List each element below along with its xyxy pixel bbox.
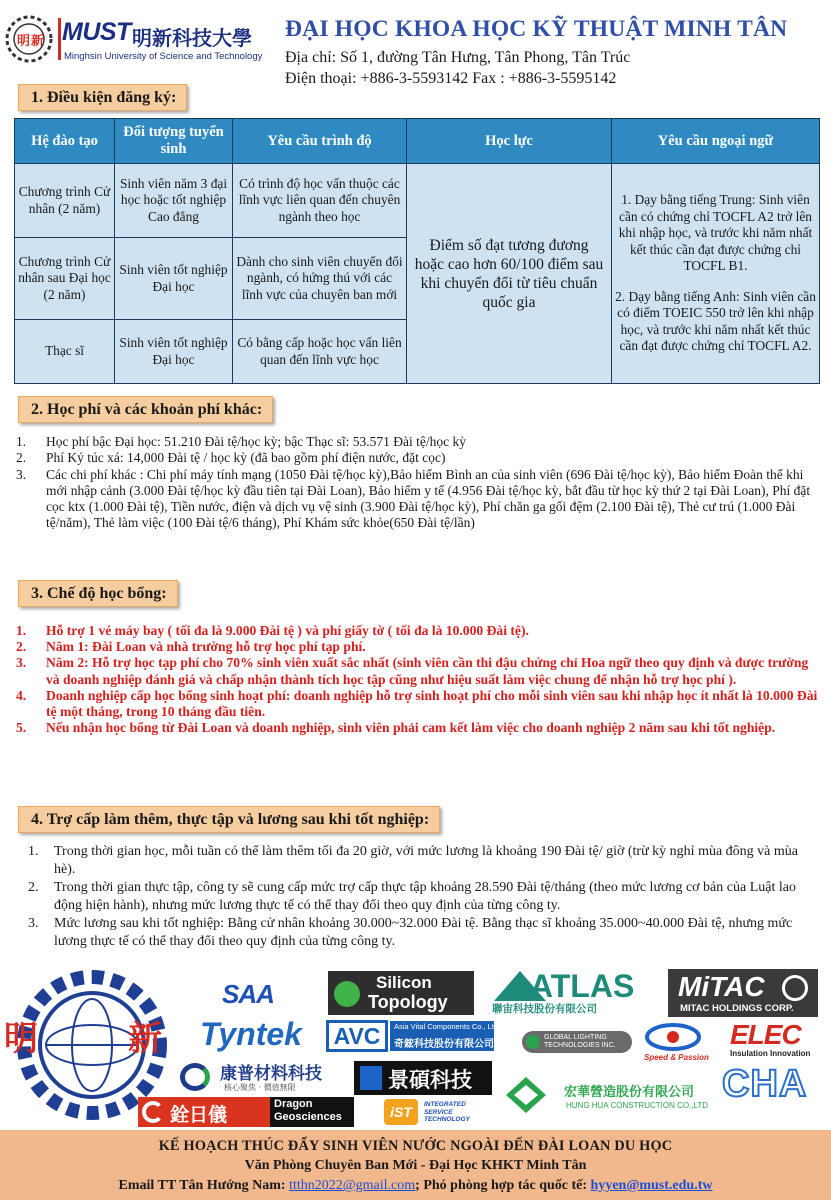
list-item: 3. Năm 2: Hỗ trợ học tạp phí cho 70% sinh viên xuất sắc nhất (sinh viên cần thi đậu chứng chỉ Hoa ngữ theo quy định và được trường và doanh nghiệp đánh giá và chấp nhận thành tích học tập cũng như hiệu suất làm việc chung để nhận hỗ trợ học phí ).	[16, 655, 809, 687]
list-item: 4. Doanh nghiệp cấp học bổng sinh hoạt phí: doanh nghiệp hỗ trợ sinh hoạt phí cho mỗi sinh viên sau khi nhập học ít nhất là 10.000 Đài tệ một tháng, trong 10 tháng đầu tiên.	[16, 687, 818, 720]
speed-passion-logo	[640, 1021, 709, 1069]
ist-subtitle: INTEGRATED SERVICE TECHNOLOGY	[424, 1101, 470, 1123]
tyntek-logo: Tyntek	[200, 1016, 302, 1052]
avc-text: AVC	[326, 1020, 388, 1052]
scholarship-list	[16, 623, 822, 736]
jingshuo-logo	[354, 1061, 492, 1095]
jingshuo-text: 景碩科技	[388, 1068, 472, 1092]
list-item: 3. Mức lương sau khi tốt nghiệp: Bằng cử nhân khoảng 30.000~32.000 Đài tệ. Bằng thạc sĩ khoảng 35.000~40.000 Đài tệ, nhưng mức lương thực tế có thể thay đổi theo quy định của từng công ty.	[28, 916, 793, 949]
section-2-title: 2. Học phí và các khoản phí khác:	[18, 396, 273, 423]
elec-text: ELEC	[730, 1019, 801, 1050]
avc-chinese-text: 奇鋐科技股份有限公司	[394, 1039, 494, 1050]
language-chinese-requirement: 1. Dạy bằng tiếng Trung: Sinh viên cần có chứng chỉ TOCFL A2 trở lên khi nhập học, và trước khi năm nhất kết thúc cần đạt được chứng chỉ TOCFL B1.	[618, 192, 813, 274]
table-header-requirement: Yêu cầu trình độ	[233, 119, 407, 164]
table-header-language: Yêu cầu ngoại ngữ	[612, 119, 820, 164]
table-header-program: Hệ đào tạo	[15, 119, 115, 164]
footer-contacts	[0, 1176, 831, 1196]
ist-text: iST	[384, 1099, 418, 1125]
svg-text:新: 新	[31, 34, 45, 49]
table-header-target: Đối tượng tuyển sinh	[115, 119, 233, 164]
table-cell-requirement: Dành cho sinh viên chuyển đổi ngành, có hứng thú với các lĩnh vực của chuyên ban mới	[233, 238, 407, 320]
list-item: 2. Năm 1: Đài Loan và nhà trường hỗ trợ học phí tạp phí.	[16, 639, 366, 655]
work-allowance-list	[28, 843, 822, 951]
table-cell-gpa: Điểm số đạt tương đương hoặc cao hơn 60/100 điểm sau khi chuyển đổi từ tiêu chuẩn quốc gia	[407, 164, 612, 384]
avc-english-text: Asia Vital Components Co., Ltd.	[394, 1022, 501, 1031]
scholarship-item-text: Năm 1: Đài Loan và nhà trường hỗ trợ học phí tạp phí.	[46, 639, 366, 655]
list-item: 1. Hỗ trợ 1 vé máy bay ( tối đa là 9.000 Đài tệ ) và phí giấy tờ ( tối đa là 10.000 Đài tệ).	[16, 623, 529, 638]
fees-list	[16, 434, 822, 532]
table-cell-program: Chương trình Cử nhân (2 năm)	[15, 164, 115, 238]
footer-email-label: Email TT Tân Hướng Nam:	[118, 1178, 290, 1193]
mitac-subtitle: MITAC HOLDINGS CORP.	[680, 1003, 794, 1014]
mitac-logo	[668, 969, 818, 1017]
fee-item-text: Phí Ký túc xá: 14,000 Đài tệ / học kỳ (đã bao gồm phí điện nước, đặt cọc)	[46, 450, 446, 466]
table-row	[15, 164, 820, 238]
table-cell-language	[612, 164, 820, 384]
fee-item-text: Học phí bậc Đại học: 51.210 Đài tệ/học kỳ; bậc Thạc sĩ: 53.571 Đài tệ/học kỳ	[46, 434, 467, 449]
must-logo-text: MUST	[62, 18, 131, 46]
table-header-gpa: Học lực	[407, 119, 612, 164]
elec-logo	[728, 1021, 818, 1061]
logo-char-xin: 新	[128, 1019, 162, 1059]
page-header	[0, 0, 831, 95]
work-item-text: Mức lương sau khi tốt nghiệp: Bằng cử nhân khoảng 30.000~32.000 Đài tệ. Bằng thạc sĩ khoảng 35.000~40.000 Đài tệ, nhưng mức lương thực tế có thể thay đổi theo quy định của từng công ty.	[54, 916, 793, 949]
section-3-title: 3. Chế độ học bổng:	[18, 580, 178, 607]
university-address: Địa chỉ: Số 1, đường Tân Hưng, Tân Phong, Tân Trúc	[285, 49, 631, 66]
atlas-mountain-icon	[490, 967, 650, 1001]
silicon-text: Silicon	[376, 973, 432, 992]
elec-subtitle: Insulation Innovation	[730, 1049, 811, 1058]
speed-passion-text: Speed & Passion	[644, 1053, 709, 1062]
table-cell-program: Chương trình Cử nhân sau Đại học (2 năm)	[15, 238, 115, 320]
dragon-text: Dragon	[274, 1098, 313, 1110]
honghua-diamond-icon	[506, 1077, 546, 1113]
ist-logo	[384, 1097, 494, 1127]
speed-passion-icon	[640, 1021, 706, 1053]
email-link[interactable]: ttthn2022@gmail.com	[289, 1178, 416, 1193]
registration-requirements-table	[14, 118, 820, 384]
table-cell-target: Sinh viên tốt nghiệp Đại học	[115, 238, 233, 320]
partner-logos	[0, 965, 831, 1127]
footer-office: Văn Phòng Chuyên Ban Mới - Đại Học KHKT Minh Tân	[244, 1158, 587, 1173]
logo-char-ming: 明	[4, 1019, 38, 1059]
honghua-chinese-text: 宏華營造股份有限公司	[564, 1085, 695, 1100]
table-cell-target: Sinh viên năm 3 đại học hoặc tốt nghiệp Cao đẳng	[115, 164, 233, 238]
footer-program-title: KẾ HOẠCH THÚC ĐẨY SINH VIÊN NƯỚC NGOÀI ĐẾN ĐÀI LOAN DU HỌC	[158, 1138, 673, 1154]
honghua-logo	[506, 1077, 712, 1117]
svg-text:明: 明	[17, 34, 31, 49]
list-item: 1. Học phí bậc Đại học: 51.210 Đài tệ/học kỳ; bậc Thạc sĩ: 53.571 Đài tệ/học kỳ	[16, 434, 467, 449]
must-logo-subtitle: Minghsin University of Science and Technology	[64, 51, 263, 62]
mitac-text: MiTAC	[678, 971, 765, 1002]
table-cell-requirement: Có bằng cấp hoặc học vấn liên quan đến lĩnh vực học	[233, 320, 407, 384]
section-4-title: 4. Trợ cấp làm thêm, thực tập và lương sau khi tốt nghiệp:	[18, 806, 440, 833]
scholarship-item-text: Hỗ trợ 1 vé máy bay ( tối đa là 9.000 Đài tệ ) và phí giấy tờ ( tối đa là 10.000 Đài tệ).	[46, 623, 529, 638]
kangpu-text: 康普材料科技	[220, 1064, 322, 1084]
must-logo-chinese: 明新科技大學	[132, 26, 252, 50]
cha-logo: CHA	[722, 1063, 808, 1105]
work-item-text: Trong thời gian thực tập, công ty sẽ cung cấp mức trợ cấp thực tập khoảng 28.590 Đài tệ/tháng (theo mức lương cơ bản của Luật lao động hiện hành), nhưng mức lương thực tế có thể thay đổi theo quy định của từng công ty.	[54, 880, 796, 913]
dragon-logo	[138, 1097, 354, 1127]
svg-text:ATLAS: ATLAS	[530, 968, 635, 1001]
quanriyi-text: 銓日儀	[170, 1104, 228, 1126]
global-lighting-logo	[522, 1031, 632, 1053]
saa-logo: SAA	[222, 979, 274, 1009]
language-english-requirement: 2. Dạy bằng tiếng Anh: Sinh viên cần có điểm TOEIC 550 trở lên khi nhập học, và trước khi năm nhất kết thúc cần đạt được chứng chỉ TOCFL A2.	[615, 288, 816, 354]
kangpu-logo	[180, 1059, 340, 1095]
university-title: ĐẠI HỌC KHOA HỌC KỸ THUẬT MINH TÂN	[285, 16, 788, 42]
silicon-topology-logo	[328, 971, 474, 1015]
university-gear-logo-icon	[4, 14, 54, 64]
scholarship-item-text: Nếu nhận học bổng từ Đài Loan và doanh nghiệp, sinh viên phải cam kết làm việc cho doanh nghiệp 2 năm sau khi tốt nghiệp.	[46, 720, 776, 736]
table-cell-requirement: Có trình độ học vấn thuộc các lĩnh vực liên quan đến chuyên ngành theo học	[233, 164, 407, 238]
kangpu-subtitle: 核心聚焦 · 價值無限	[224, 1083, 296, 1092]
atlas-logo	[490, 967, 650, 1017]
university-phone: Điện thoại: +886-3-5593142 Fax : +886-3-5595142	[285, 70, 617, 87]
page-footer	[0, 1130, 831, 1200]
honghua-english-text: HUNG HUA CONSTRUCTION CO.,LTD	[566, 1101, 709, 1110]
global-lighting-text: GLOBAL LIGHTING TECHNOLOGIES INC.	[544, 1034, 616, 1049]
list-item: 3. Các chi phí khác : Chi phí máy tính mạng (1050 Đài tệ/học kỳ),Bảo hiểm Bình an của sinh viên (696 Đài tệ/học kỳ), Bảo hiểm Đoàn thể khi mới nhập cảnh (3.000 Đài tệ/học kỳ đầu tiên tại Đài Loan), Bảo hiểm y tế (4.956 Đài tệ/học kỳ, bắt đầu từ học kỳ thứ 2 tại Đài Loan), Phí đặt cọc ktx (1.000 Đài tệ), Tiền nước, điện và dịch vụ vệ sinh (3.900 Đài tệ/học kỳ), Phí chăn ga gối đệm (2.100 Đài tệ), Thẻ cư trú (1.000 Đài tệ/năm), Thẻ làm việc (100 Đài tệ/6 tháng), Phí Khám sức khỏe(650 Đài tệ/lần)	[16, 466, 811, 531]
scholarship-item-text: Năm 2: Hỗ trợ học tạp phí cho 70% sinh viên xuất sắc nhất (sinh viên cần thi đậu chứng chỉ Hoa ngữ theo quy định và được trường và doanh nghiệp đánh giá và chấp nhận thành tích học tập cũng như hiệu suất làm việc chung để nhận hỗ trợ học phí ).	[46, 655, 809, 687]
list-item: 5. Nếu nhận học bổng từ Đài Loan và doanh nghiệp, sinh viên phải cam kết làm việc cho doanh nghiệp 2 năm sau khi tốt nghiệp.	[16, 720, 776, 736]
table-cell-program: Thạc sĩ	[15, 320, 115, 384]
avc-logo	[326, 1020, 501, 1054]
section-1-title: 1. Điều kiện đăng ký:	[18, 84, 187, 111]
geosciences-text: Geosciences	[274, 1111, 342, 1123]
footer-coop-label: ; Phó phòng hợp tác quốc tế:	[415, 1178, 591, 1193]
list-item: 1. Trong thời gian học, mỗi tuần có thể làm thêm tối đa 20 giờ, với mức lương là khoảng 190 Đài tệ/ giờ (trừ kỳ nghỉ mùa đông và mùa hè).	[28, 844, 798, 877]
work-item-text: Trong thời gian học, mỗi tuần có thể làm thêm tối đa 20 giờ, với mức lương là khoảng 190 Đài tệ/ giờ (trừ kỳ nghỉ mùa đông và mùa hè).	[54, 844, 798, 877]
atlas-chinese-text: 聯宙科技股份有限公司	[492, 1003, 597, 1015]
coop-email-link[interactable]: hyyen@must.edu.tw	[590, 1178, 713, 1193]
scholarship-item-text: Doanh nghiệp cấp học bổng sinh hoạt phí: doanh nghiệp hỗ trợ sinh hoạt phí cho mỗi sinh viên sau khi nhập học ít nhất là 10.000 Đài tệ một tháng, trong 10 tháng đầu tiên.	[46, 687, 818, 720]
table-cell-target: Sinh viên tốt nghiệp Đại học	[115, 320, 233, 384]
fee-item-text: Các chi phí khác : Chi phí máy tính mạng (1050 Đài tệ/học kỳ),Bảo hiểm Bình an của sinh viên (696 Đài tệ/học kỳ), Bảo hiểm Đoàn thể khi mới nhập cảnh (3.000 Đài tệ/học kỳ đầu tiên tại Đài Loan), Bảo hiểm y tế (4.956 Đài tệ/học kỳ, bắt đầu từ học kỳ thứ 2 tại Đài Loan), Phí đặt cọc ktx (1.000 Đài tệ), Tiền nước, điện và dịch vụ vệ sinh (3.900 Đài tệ/học kỳ), Phí chăn ga gối đệm (2.100 Đài tệ), Thẻ cư trú (1.000 Đài tệ/năm), Thẻ làm việc (100 Đài tệ/6 tháng), Phí Khám sức khỏe(650 Đài tệ/lần)	[46, 466, 811, 531]
list-item: 2. Phí Ký túc xá: 14,000 Đài tệ / học kỳ (đã bao gồm phí điện nước, đặt cọc)	[16, 450, 446, 466]
topology-text: Topology	[368, 992, 448, 1012]
list-item: 2. Trong thời gian thực tập, công ty sẽ cung cấp mức trợ cấp thực tập khoảng 28.590 Đài tệ/tháng (theo mức lương cơ bản của Luật lao động hiện hành), nhưng mức lương thực tế có thể thay đổi theo quy định của từng công ty.	[28, 880, 796, 913]
